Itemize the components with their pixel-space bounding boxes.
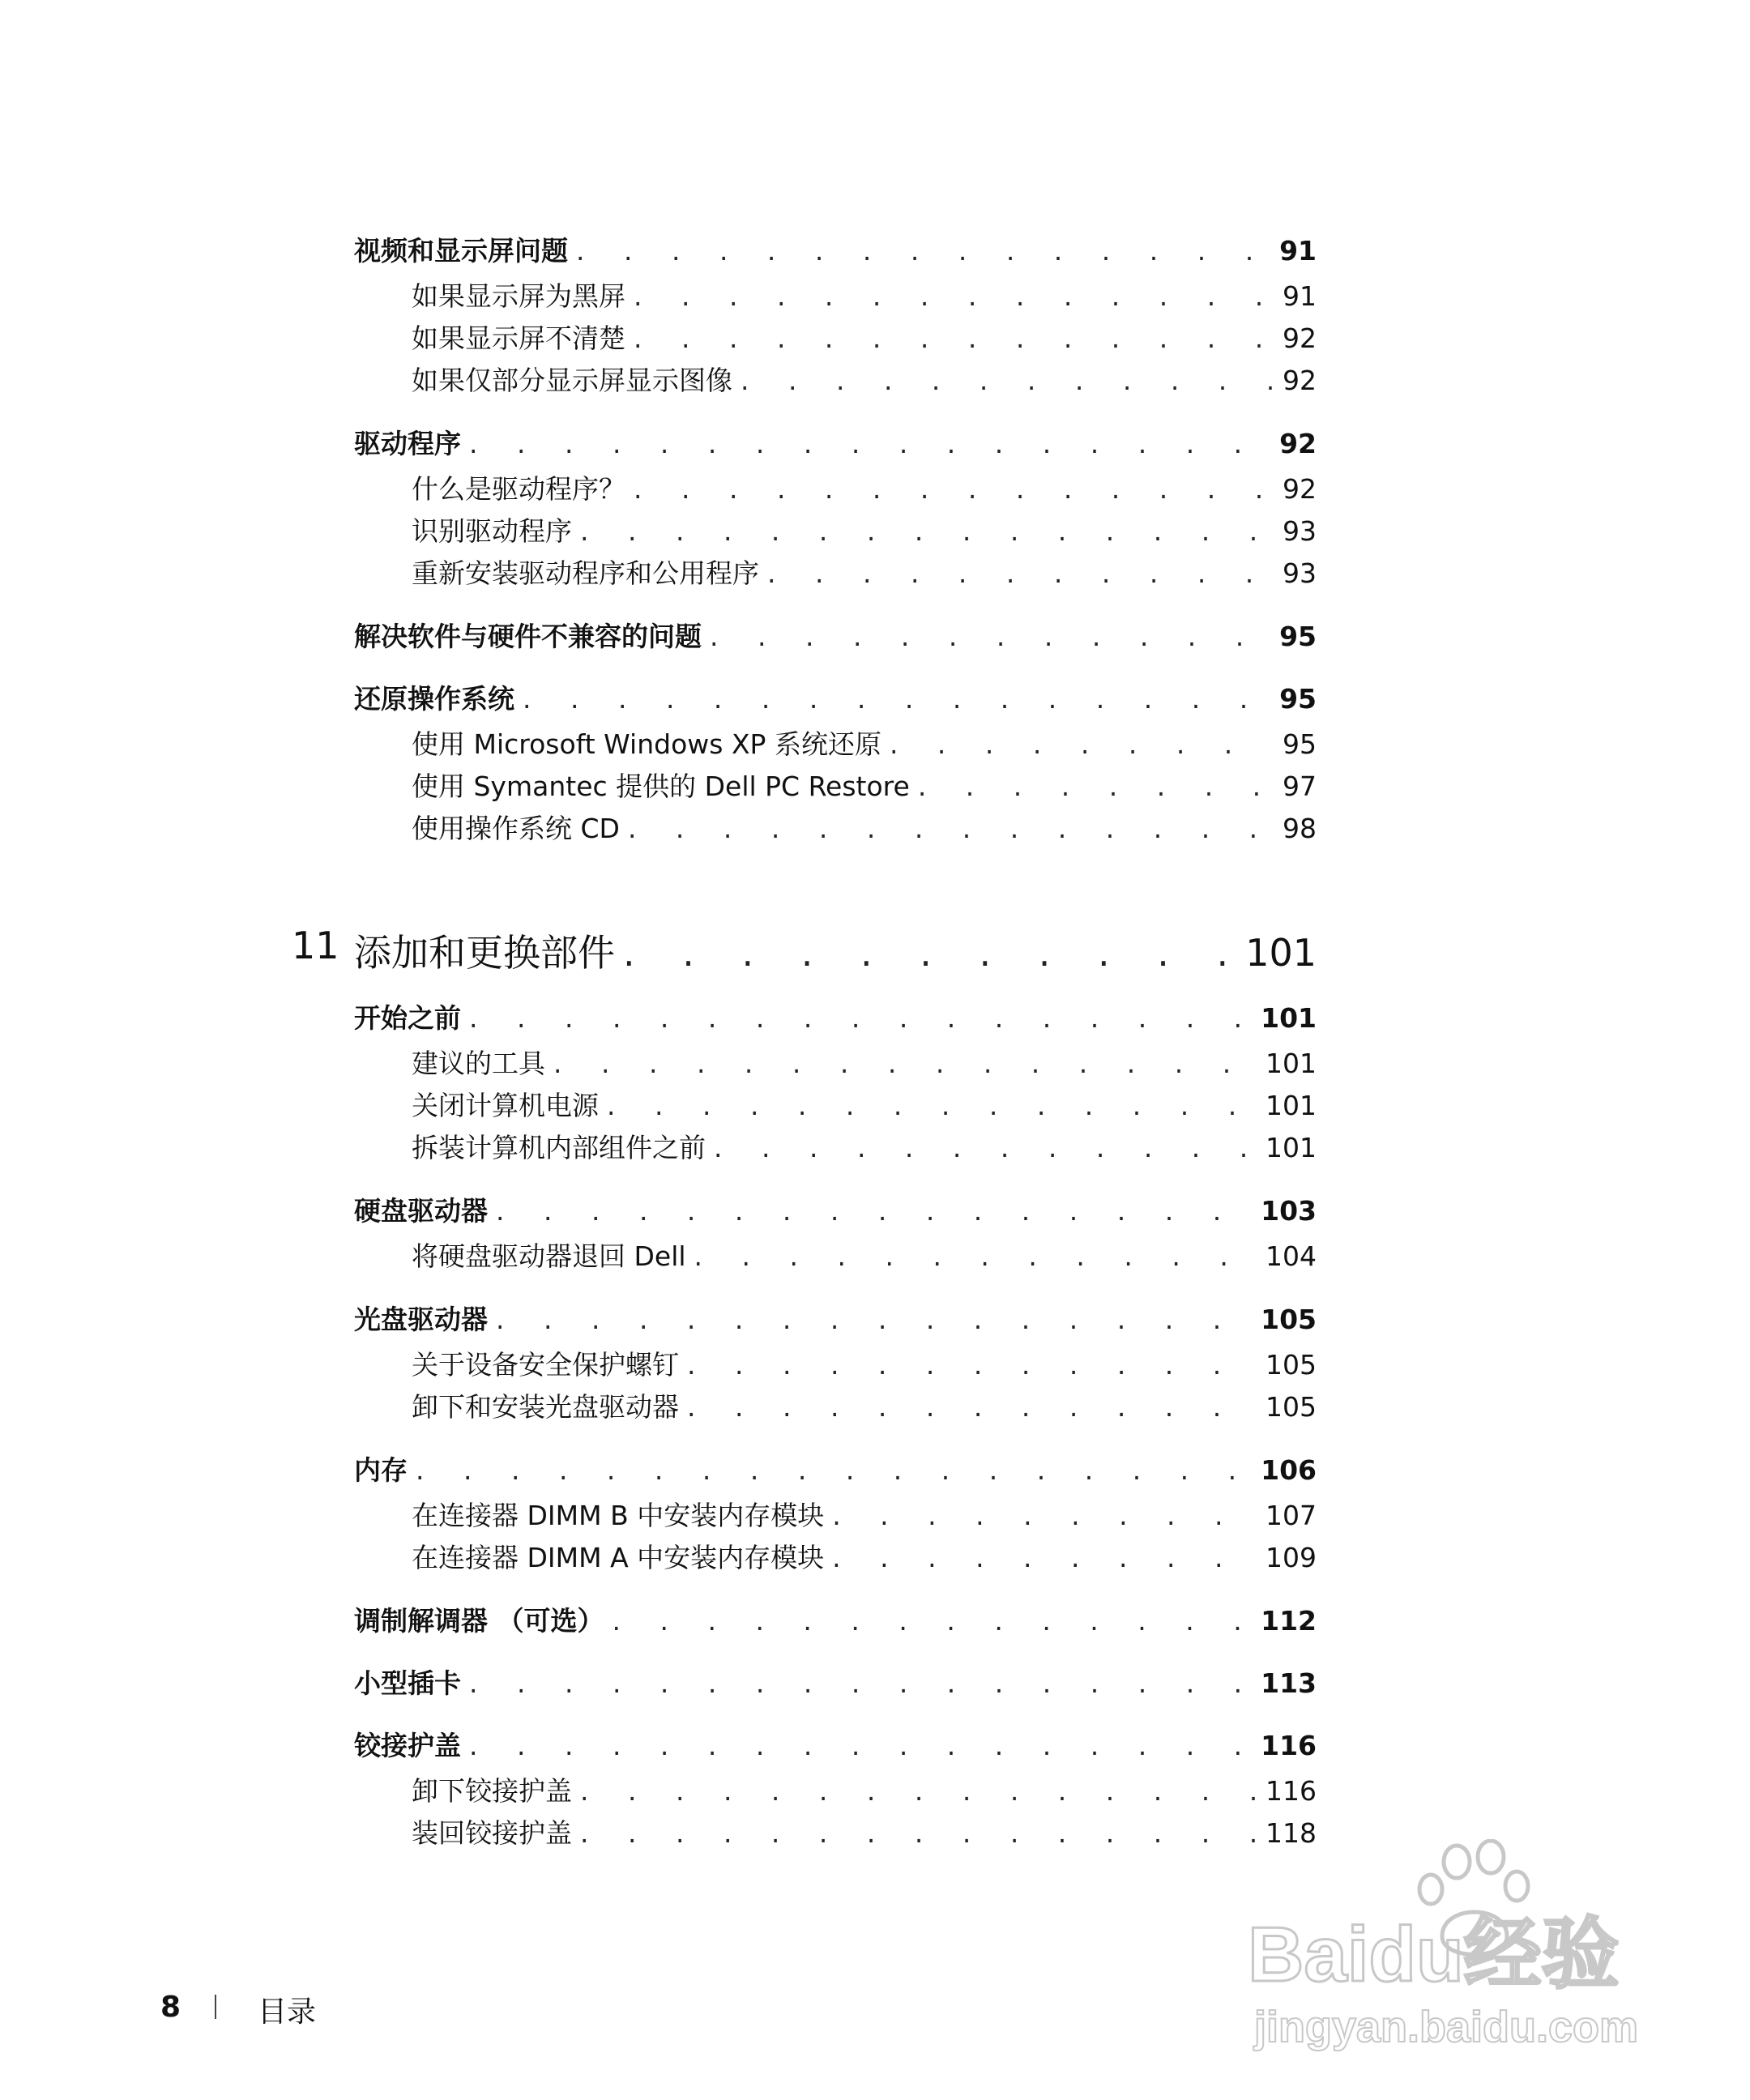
toc-page-number: 95 xyxy=(1283,728,1317,760)
footer-divider xyxy=(215,1995,216,2019)
toc-page-number: 104 xyxy=(1266,1240,1317,1272)
toc-page-number: 101 xyxy=(1261,1002,1317,1034)
paw-logo-icon xyxy=(1248,1839,1669,2058)
toc-page-number: 93 xyxy=(1283,515,1317,547)
toc-entry-title: 重新安装驱动程序和公用程序 xyxy=(412,557,759,589)
watermark-url: jingyan.baidu.com xyxy=(1254,2003,1639,2051)
toc-entry-title: 在连接器 DIMM B 中安装内存模块 xyxy=(412,1500,825,1531)
toc-section[interactable] xyxy=(354,616,1317,654)
footer-title: 目录 xyxy=(258,1995,317,2029)
toc-page-number: 95 xyxy=(1279,621,1317,652)
toc-entry-title: 开始之前 xyxy=(354,1002,461,1034)
toc-page-number: 101 xyxy=(1266,1090,1317,1121)
toc-subsection[interactable] xyxy=(412,1236,1317,1274)
toc-entry-title: 将硬盘驱动器退回 Dell xyxy=(412,1240,686,1272)
toc-subsection[interactable] xyxy=(412,723,1317,762)
toc-page-number: 105 xyxy=(1266,1391,1317,1423)
toc-page-number: 91 xyxy=(1279,235,1317,267)
toc-page-number: 105 xyxy=(1261,1304,1317,1335)
toc-section[interactable] xyxy=(354,423,1317,461)
toc-page-number: 97 xyxy=(1283,770,1317,802)
toc-page-number: 116 xyxy=(1261,1730,1317,1761)
toc-entry-title: 调制解调器 （可选） xyxy=(354,1605,604,1637)
toc-page-number: 105 xyxy=(1266,1349,1317,1381)
toc-entry-title: 如果显示屏不清楚 xyxy=(412,322,625,354)
toc-page-number: 98 xyxy=(1283,813,1317,844)
toc-entry-title: 使用 Symantec 提供的 Dell PC Restore xyxy=(412,770,910,802)
toc-entry-title: 在连接器 DIMM A 中安装内存模块 xyxy=(412,1542,825,1573)
toc-page-number: 91 xyxy=(1283,280,1317,312)
toc-page-number: 95 xyxy=(1279,683,1317,715)
toc-entry-title: 还原操作系统 xyxy=(354,683,514,715)
toc-section[interactable] xyxy=(354,1190,1317,1228)
toc-section[interactable] xyxy=(354,678,1317,716)
toc-subsection[interactable] xyxy=(412,808,1317,846)
toc-subsection[interactable] xyxy=(412,360,1317,398)
toc-entry-title: 使用操作系统 CD xyxy=(412,813,620,844)
toc-subsection[interactable] xyxy=(412,275,1317,314)
toc-entry-title: 驱动程序 xyxy=(354,428,461,459)
toc-page-number: 113 xyxy=(1261,1667,1317,1699)
toc-subsection[interactable] xyxy=(412,1043,1317,1081)
toc-entry-title: 使用 Microsoft Windows XP 系统还原 xyxy=(412,728,881,760)
toc-section[interactable] xyxy=(354,1299,1317,1337)
toc-entry-title: 内存 xyxy=(354,1454,408,1486)
toc-entry-title: 解决软件与硬件不兼容的问题 xyxy=(354,621,702,652)
toc-subsection[interactable] xyxy=(412,766,1317,804)
toc-page-number: 112 xyxy=(1261,1605,1317,1637)
toc-subsection[interactable] xyxy=(412,1386,1317,1424)
toc-entry-title: 视频和显示屏问题 xyxy=(354,235,568,267)
toc-entry-title: 建议的工具 xyxy=(412,1048,545,1079)
toc-entry-title: 小型插卡 xyxy=(354,1667,461,1699)
toc-page-number: 101 xyxy=(1266,1132,1317,1163)
toc-subsection[interactable] xyxy=(412,1537,1317,1575)
toc-entry-title: 硬盘驱动器 xyxy=(354,1195,488,1227)
toc-subsection[interactable] xyxy=(412,1085,1317,1123)
watermark-brand: Baidu经验 xyxy=(1248,1911,1620,1998)
toc-entry-title: 拆装计算机内部组件之前 xyxy=(412,1132,706,1163)
toc-entry-title: 光盘驱动器 xyxy=(354,1304,488,1335)
toc-subsection[interactable] xyxy=(412,553,1317,591)
toc-page-number: 92 xyxy=(1283,322,1317,354)
toc-subsection[interactable] xyxy=(412,510,1317,548)
chapter-page-number: 101 xyxy=(1245,931,1317,975)
toc-page-number: 116 xyxy=(1266,1775,1317,1807)
chapter-title: 添加和更换部件 xyxy=(354,931,615,975)
toc-entry-title: 卸下铰接护盖 xyxy=(412,1775,572,1807)
toc-section[interactable] xyxy=(354,230,1317,268)
toc-section[interactable] xyxy=(354,1662,1317,1701)
chapter-heading[interactable] xyxy=(354,924,1317,977)
toc-subsection[interactable] xyxy=(412,1770,1317,1808)
toc-subsection[interactable] xyxy=(412,468,1317,506)
toc-subsection[interactable] xyxy=(412,1495,1317,1533)
toc-entry-title: 铰接护盖 xyxy=(354,1730,461,1761)
toc-section[interactable] xyxy=(354,1600,1317,1638)
toc-section[interactable] xyxy=(354,1725,1317,1763)
toc-section[interactable] xyxy=(354,997,1317,1035)
toc-entry-title: 卸下和安装光盘驱动器 xyxy=(412,1391,679,1423)
toc-page-number: 103 xyxy=(1261,1195,1317,1227)
toc-subsection[interactable] xyxy=(412,1812,1317,1850)
toc-page-number: 109 xyxy=(1266,1542,1317,1573)
chapter-number: 11 xyxy=(292,924,339,967)
toc-page-number: 106 xyxy=(1261,1454,1317,1486)
toc-subsection[interactable] xyxy=(412,1344,1317,1382)
toc-entry-title: 什么是驱动程序？ xyxy=(412,473,625,505)
toc-page-number: 118 xyxy=(1266,1817,1317,1849)
toc-page-number: 107 xyxy=(1266,1500,1317,1531)
toc-page-number: 93 xyxy=(1283,557,1317,589)
toc-subsection[interactable] xyxy=(412,318,1317,356)
toc-subsection[interactable] xyxy=(412,1127,1317,1165)
toc-page-number: 92 xyxy=(1283,473,1317,505)
toc-section[interactable] xyxy=(354,1449,1317,1488)
baidu-jingyan-watermark xyxy=(1248,1839,1669,2058)
toc-page-number: 92 xyxy=(1279,428,1317,459)
toc-entry-title: 如果显示屏为黑屏 xyxy=(412,280,625,312)
toc-entry-title: 关闭计算机电源 xyxy=(412,1090,599,1121)
toc-entry-title: 如果仅部分显示屏显示图像 xyxy=(412,365,732,396)
toc-entry-title: 装回铰接护盖 xyxy=(412,1817,572,1849)
toc-page-number: 92 xyxy=(1283,365,1317,396)
toc-entry-title: 关于设备安全保护螺钉 xyxy=(412,1349,679,1381)
toc-page-number: 101 xyxy=(1266,1048,1317,1079)
toc-entry-title: 识别驱动程序 xyxy=(412,515,572,547)
footer-page-number: 8 xyxy=(160,1991,181,2024)
